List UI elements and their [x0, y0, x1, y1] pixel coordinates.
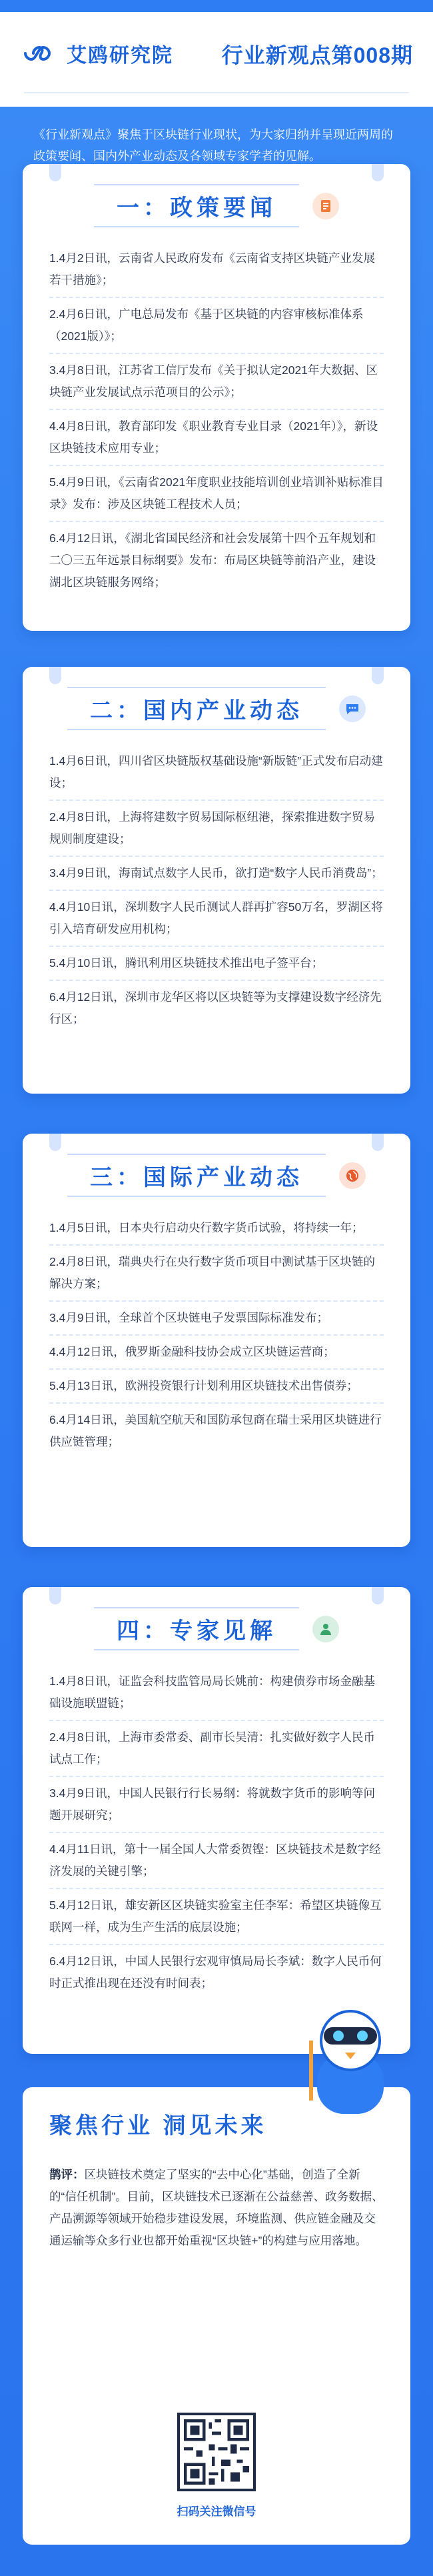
- card-pin: [372, 667, 384, 684]
- section-title: 三：国际产业动态: [67, 1154, 326, 1197]
- brand: [24, 39, 173, 68]
- closing-title: 聚焦行业 洞见未来: [49, 2113, 267, 2139]
- globe-icon: [339, 1162, 366, 1189]
- list-item: 6.4月14日讯，美国航空航天和国防承包商在瑞士采用区块链进行供应链管理；: [49, 1413, 382, 1448]
- list-item: 4.4月12日讯，俄罗斯金融科技协会成立区块链运营商；: [49, 1336, 384, 1370]
- section-title: 一：政策要闻: [94, 184, 299, 227]
- news-list: [49, 745, 384, 1036]
- list-item: 4.4月8日讯，教育部印发《职业教育专业目录（2021年）》，新设区块链技术应用专业；: [49, 410, 384, 466]
- card-pin: [49, 1587, 61, 1604]
- list-item: 5.4月10日讯，腾讯利用区块链技术推出电子签平台；: [49, 947, 384, 981]
- section-card-international: [23, 1134, 410, 1547]
- closing-card: [23, 2087, 410, 2545]
- list-item: 2.4月8日讯，上海将建数字贸易国际枢纽港，探索推进数字贸易规则制度建设；: [49, 801, 384, 857]
- list-item: 1.4月5日讯，日本央行启动央行数字货币试验，将持续一年；: [49, 1212, 384, 1246]
- header: [0, 0, 433, 107]
- list-item: 1.4月2日讯，云南省人民政府发布《云南省支持区块链产业发展若干措施》；: [49, 242, 384, 298]
- header-band: [0, 0, 433, 12]
- card-pin: [372, 1587, 384, 1604]
- list-item: 6.4月12日讯，《湖北省国民经济和社会发展第十四个五年规划和二〇三五年远景目标纲要》发布：布局区块链等前沿产业，建设湖北区块链服务网络；: [49, 531, 376, 589]
- section-title: 二：国内产业动态: [67, 687, 326, 730]
- mascot-illustration-icon: [304, 2001, 397, 2114]
- header-divider: [24, 92, 409, 93]
- news-list: [49, 1212, 384, 1458]
- list-item: 2.4月8日讯，瑞典央行在央行数字货币项目中测试基于区块链的解决方案；: [49, 1246, 384, 1302]
- closing-body: 区块链技术奠定了坚实的“去中心化”基础，创造了全新的“信任机制”。目前，区块链技术已逐渐在公益慈善、政务数据、产品溯源等领域开始稳步建设发展，环境监测、供应链金融及交通运输等众多行业也都开始重视“区块链+”的构建与应用落地。: [49, 2168, 384, 2247]
- section-header: [49, 164, 384, 227]
- intro-text: 《行业新观点》聚焦于区块链行业现状，为大家归纳并呈现近两周的政策要闻、国内外产业动态及各领域专家学者的见解。: [33, 128, 393, 163]
- list-item: 6.4月12日讯，中国人民银行宏观审慎局局长李斌：数字人民币何时正式推出现在还没有时间表；: [49, 1955, 382, 1990]
- section-card-experts: [23, 1587, 410, 2054]
- list-item: 3.4月9日讯，海南试点数字人民币，欲打造“数字人民币消费岛”；: [49, 857, 384, 891]
- chat-icon: [339, 696, 366, 722]
- list-item: 3.4月8日讯，江苏省工信厅发布《关于拟认定2021年大数据、区块链产业发展试点示范项目的公示》；: [49, 354, 384, 410]
- person-icon: [312, 1616, 339, 1642]
- list-item: 4.4月10日讯，深圳数字人民币测试人群再扩容50万名，罗湖区将引入培育研发应用机构；: [49, 891, 384, 947]
- list-item: 4.4月11日讯，第十一届全国人大常委贺铿：区块链技术是数字经济发展的关键引擎；: [49, 1833, 384, 1889]
- issue-title: 行业新观点第008期: [221, 43, 413, 67]
- section-card-domestic: [23, 667, 410, 1094]
- list-item: 5.4月9日讯，《云南省2021年度职业技能培训创业培训补贴标准目录》发布：涉及区块链工程技术人员；: [49, 466, 384, 522]
- qr-caption: 扫码关注微信号: [177, 2505, 256, 2518]
- news-list: [49, 1665, 384, 2000]
- section-card-policy: [23, 164, 410, 631]
- brand-name: 艾鸥研究院: [67, 45, 173, 67]
- section-header: [49, 1587, 384, 1650]
- list-item: 2.4月6日讯，广电总局发布《基于区块链的内容审核标准体系（2021版）》；: [49, 298, 384, 354]
- list-item: 1.4月8日讯，证监会科技监管局局长姚前：构建债券市场金融基础设施联盟链；: [49, 1665, 384, 1721]
- card-pin: [49, 667, 61, 684]
- card-pin: [49, 1134, 61, 1151]
- list-item: 1.4月6日讯，四川省区块链版权基础设施“新版链”正式发布启动建设；: [49, 745, 384, 801]
- list-item: 2.4月8日讯，上海市委常委、副市长吴清：扎实做好数字人民币试点工作；: [49, 1721, 384, 1777]
- qr-code-icon[interactable]: [177, 2413, 256, 2491]
- card-pin: [372, 1134, 384, 1151]
- section-header: [49, 667, 384, 730]
- section-title: 四：专家见解: [94, 1607, 299, 1650]
- infinity-logo-icon: [24, 43, 59, 63]
- closing-text: [49, 2164, 384, 2252]
- news-list: [49, 242, 384, 599]
- list-item: 5.4月13日讯，欧洲投资银行计划利用区块链技术出售债券；: [49, 1370, 384, 1404]
- list-item: 3.4月9日讯，全球首个区块链电子发票国际标准发布；: [49, 1302, 384, 1336]
- list-item: 5.4月12日讯，雄安新区区块链实验室主任李军：希望区块链像互联网一样，成为生产生活的底层设施；: [49, 1889, 384, 1945]
- card-pin: [49, 164, 61, 181]
- list-item: 6.4月12日讯，深圳市龙华区将以区块链等为支撑建设数字经济先行区；: [49, 990, 382, 1026]
- card-pin: [372, 164, 384, 181]
- document-icon: [312, 193, 339, 219]
- list-item: 3.4月9日讯，中国人民银行行长易纲：将就数字货币的影响等问题开展研究；: [49, 1777, 384, 1833]
- closing-lead: 鹊评：: [49, 2168, 85, 2181]
- section-header: [49, 1134, 384, 1197]
